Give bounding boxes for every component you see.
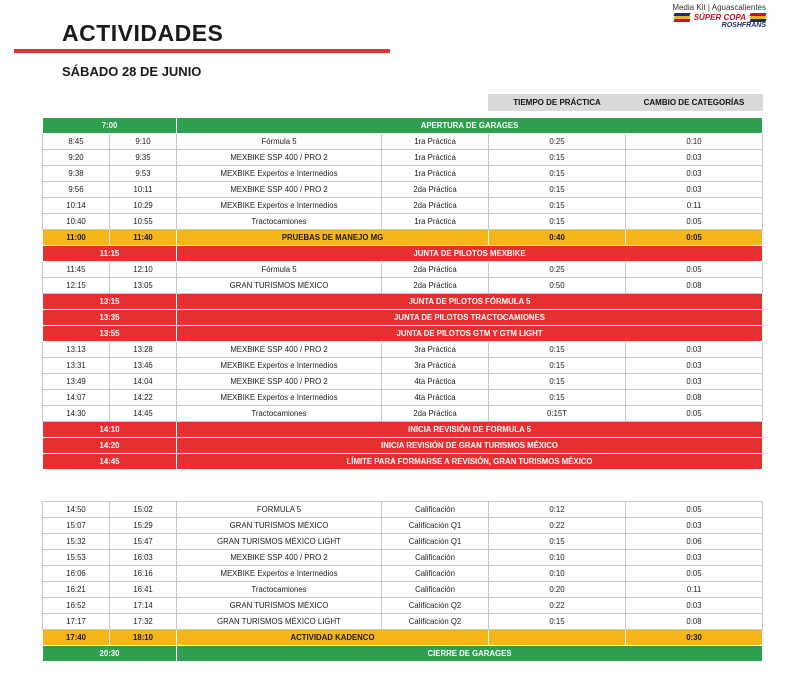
event-time-cell: 14:20	[43, 438, 177, 454]
category-cell: GRAN TURISMOS MÉXICO	[177, 278, 382, 294]
event-time-cell: 13:55	[43, 326, 177, 342]
start-time-cell: 11:45	[43, 262, 110, 278]
end-time-cell: 16:41	[110, 582, 177, 598]
schedule-row	[43, 550, 763, 566]
session-cell: Calificación	[382, 502, 489, 518]
session-cell: 2da Práctica	[382, 406, 489, 422]
highlight-activity-row	[43, 230, 763, 246]
practice-time-cell: 0:15	[489, 358, 626, 374]
start-time-cell: 15:07	[43, 518, 110, 534]
start-time-cell: 16:52	[43, 598, 110, 614]
session-cell: 2da Práctica	[382, 262, 489, 278]
start-time-cell: 15:32	[43, 534, 110, 550]
practice-time-cell: 0:10	[489, 566, 626, 582]
end-time-cell: 10:11	[110, 182, 177, 198]
schedule-row	[43, 390, 763, 406]
category-cell: MEXBIKE Expertos e Intermedios	[177, 358, 382, 374]
end-time-cell: 9:35	[110, 150, 177, 166]
start-time-cell: 17:40	[43, 630, 110, 646]
schedule-row	[43, 262, 763, 278]
schedule-row	[43, 374, 763, 390]
practice-time-cell: 0:20	[489, 582, 626, 598]
flag-stripes-icon	[750, 13, 766, 22]
practice-time-cell: 0:22	[489, 598, 626, 614]
meeting-event-row	[43, 422, 763, 438]
start-time-cell: 14:30	[43, 406, 110, 422]
schedule-row	[43, 566, 763, 582]
session-cell: Calificación Q1	[382, 534, 489, 550]
event-label-cell: JUNTA DE PILOTOS GTM Y GTM LIGHT	[177, 326, 763, 342]
event-label-cell: APERTURA DE GARAGES	[177, 118, 763, 134]
session-cell: 4ta Práctica	[382, 390, 489, 406]
session-cell: 3ra Práctica	[382, 342, 489, 358]
session-cell: 2da Práctica	[382, 182, 489, 198]
start-time-cell: 9:20	[43, 150, 110, 166]
end-time-cell: 15:29	[110, 518, 177, 534]
meeting-event-row	[43, 438, 763, 454]
category-cell: GRAN TURISMOS MÉXICO	[177, 598, 382, 614]
category-change-cell: 0:03	[626, 358, 763, 374]
category-cell: GRAN TURISMOS MÉXICO	[177, 518, 382, 534]
flag-stripes-icon	[674, 13, 690, 22]
practice-time-cell: 0:15	[489, 374, 626, 390]
event-label-cell: INICIA REVISIÓN DE FORMULA 5	[177, 422, 763, 438]
category-change-cell: 0:30	[626, 630, 763, 646]
category-cell: MEXBIKE Expertos e Intermedios	[177, 198, 382, 214]
practice-time-cell: 0:25	[489, 134, 626, 150]
activity-label-cell: PRUEBAS DE MANEJO MG	[177, 230, 489, 246]
media-kit-label: Media Kit | Aguascalientes	[672, 3, 766, 12]
start-time-cell: 12:15	[43, 278, 110, 294]
category-cell: Tractocamiones	[177, 406, 382, 422]
start-time-cell: 15:53	[43, 550, 110, 566]
event-time-cell: 14:45	[43, 454, 177, 470]
schedule-row	[43, 534, 763, 550]
category-change-cell: 0:03	[626, 374, 763, 390]
session-cell: 2da Práctica	[382, 278, 489, 294]
meeting-event-row	[43, 454, 763, 470]
schedule-row	[43, 214, 763, 230]
category-change-cell: 0:05	[626, 406, 763, 422]
session-cell: 2da Práctica	[382, 198, 489, 214]
category-cell: MEXBIKE SSP 400 / PRO 2	[177, 150, 382, 166]
end-time-cell: 15:02	[110, 502, 177, 518]
category-change-cell: 0:05	[626, 230, 763, 246]
session-cell: Calificación	[382, 566, 489, 582]
end-time-cell: 14:04	[110, 374, 177, 390]
schedule-row	[43, 358, 763, 374]
event-time-cell: 13:35	[43, 310, 177, 326]
practice-time-cell: 0:15	[489, 534, 626, 550]
schedule-row	[43, 406, 763, 422]
practice-time-cell: 0:15	[489, 390, 626, 406]
category-change-cell: 0:03	[626, 182, 763, 198]
category-cell: Fórmula 5	[177, 134, 382, 150]
schedule-row	[43, 342, 763, 358]
page-subtitle: SÁBADO 28 DE JUNIO	[62, 64, 202, 79]
event-label-cell: JUNTA DE PILOTOS MEXBIKE	[177, 246, 763, 262]
event-label-cell: JUNTA DE PILOTOS FÓRMULA 5	[177, 294, 763, 310]
start-time-cell: 13:31	[43, 358, 110, 374]
end-time-cell: 13:46	[110, 358, 177, 374]
schedule-row	[43, 278, 763, 294]
session-cell: 3ra Práctica	[382, 358, 489, 374]
meeting-event-row	[43, 246, 763, 262]
garage-event-row	[43, 118, 763, 134]
start-time-cell: 10:40	[43, 214, 110, 230]
event-label-cell: CIERRE DE GARAGES	[177, 646, 763, 662]
session-cell: 1ra Práctica	[382, 166, 489, 182]
event-time-cell: 11:15	[43, 246, 177, 262]
event-time-cell: 14:10	[43, 422, 177, 438]
schedule-row	[43, 166, 763, 182]
practice-time-cell: 0:12	[489, 502, 626, 518]
category-change-cell: 0:03	[626, 166, 763, 182]
start-time-cell: 13:49	[43, 374, 110, 390]
category-cell: MEXBIKE Expertos e Intermedios	[177, 166, 382, 182]
category-cell: MEXBIKE SSP 400 / PRO 2	[177, 342, 382, 358]
practice-time-cell: 0:15	[489, 150, 626, 166]
category-change-cell: 0:03	[626, 342, 763, 358]
schedule-row	[43, 582, 763, 598]
practice-time-cell: 0:15	[489, 614, 626, 630]
category-change-cell: 0:11	[626, 198, 763, 214]
end-time-cell: 15:47	[110, 534, 177, 550]
session-cell: Calificación	[382, 582, 489, 598]
end-time-cell: 17:32	[110, 614, 177, 630]
meeting-event-row	[43, 294, 763, 310]
event-label-cell: JUNTA DE PILOTOS TRACTOCAMIONES	[177, 310, 763, 326]
table-header-row	[43, 95, 763, 111]
practice-time-cell: 0:50	[489, 278, 626, 294]
schedule-table-afternoon	[42, 501, 763, 662]
end-time-cell: 14:45	[110, 406, 177, 422]
category-cell: MEXBIKE SSP 400 / PRO 2	[177, 550, 382, 566]
schedule-row	[43, 198, 763, 214]
end-time-cell: 9:53	[110, 166, 177, 182]
meeting-event-row	[43, 326, 763, 342]
highlight-activity-row	[43, 630, 763, 646]
event-label-cell: INICIA REVISIÓN DE GRAN TURISMOS MÉXICO	[177, 438, 763, 454]
practice-time-cell	[489, 630, 626, 646]
schedule-row	[43, 134, 763, 150]
session-cell: Calificación Q2	[382, 598, 489, 614]
practice-time-cell: 0:15	[489, 182, 626, 198]
activity-label-cell: ACTIVIDAD KADENCO	[177, 630, 489, 646]
super-copa-logo	[672, 13, 766, 22]
category-cell: Fórmula 5	[177, 262, 382, 278]
category-cell: GRAN TURISMOS MÉXICO LIGHT	[177, 614, 382, 630]
page-title: ACTIVIDADES	[62, 20, 224, 46]
category-change-cell: 0:03	[626, 550, 763, 566]
logo-top-text: SÚPER COPA	[693, 13, 746, 22]
start-time-cell: 14:07	[43, 390, 110, 406]
schedule-row	[43, 182, 763, 198]
category-change-cell: 0:11	[626, 582, 763, 598]
practice-time-cell: 0:15	[489, 166, 626, 182]
schedule-row	[43, 598, 763, 614]
category-change-cell: 0:08	[626, 614, 763, 630]
brand-header	[672, 3, 766, 30]
start-time-cell: 16:21	[43, 582, 110, 598]
start-time-cell: 17:17	[43, 614, 110, 630]
end-time-cell: 11:40	[110, 230, 177, 246]
schedule-row	[43, 614, 763, 630]
garage-event-row	[43, 646, 763, 662]
end-time-cell: 17:14	[110, 598, 177, 614]
category-change-cell: 0:03	[626, 150, 763, 166]
logo-bottom-text: ROSHFRANS	[721, 22, 766, 29]
practice-time-cell: 0:15	[489, 198, 626, 214]
end-time-cell: 10:55	[110, 214, 177, 230]
end-time-cell: 13:05	[110, 278, 177, 294]
end-time-cell: 18:10	[110, 630, 177, 646]
start-time-cell: 8:45	[43, 134, 110, 150]
session-cell: Calificación	[382, 550, 489, 566]
start-time-cell: 14:50	[43, 502, 110, 518]
end-time-cell: 13:28	[110, 342, 177, 358]
category-cell: MEXBIKE SSP 400 / PRO 2	[177, 374, 382, 390]
category-change-cell: 0:05	[626, 502, 763, 518]
end-time-cell: 12:10	[110, 262, 177, 278]
category-change-cell: 0:10	[626, 134, 763, 150]
session-cell: 1ra Práctica	[382, 134, 489, 150]
event-time-cell: 7:00	[43, 118, 177, 134]
schedule-table-morning	[42, 94, 763, 470]
category-change-header: CAMBIO DE CATEGORÍAS	[626, 95, 763, 111]
event-label-cell: LÍMITE PARA FORMARSE A REVISIÓN, GRAN TURISMOS MÉXICO	[177, 454, 763, 470]
practice-time-cell: 0:15T	[489, 406, 626, 422]
category-change-cell: 0:06	[626, 534, 763, 550]
practice-time-cell: 0:15	[489, 342, 626, 358]
session-cell: 1ra Práctica	[382, 150, 489, 166]
start-time-cell: 10:14	[43, 198, 110, 214]
schedule-row	[43, 518, 763, 534]
category-cell: FORMULA 5	[177, 502, 382, 518]
meeting-event-row	[43, 310, 763, 326]
start-time-cell: 9:56	[43, 182, 110, 198]
end-time-cell: 16:03	[110, 550, 177, 566]
start-time-cell: 11:00	[43, 230, 110, 246]
end-time-cell: 16:16	[110, 566, 177, 582]
practice-time-cell: 0:22	[489, 518, 626, 534]
event-time-cell: 20:30	[43, 646, 177, 662]
category-cell: MEXBIKE Expertos e Intermedios	[177, 390, 382, 406]
end-time-cell: 14:22	[110, 390, 177, 406]
session-cell: Calificación Q1	[382, 518, 489, 534]
category-change-cell: 0:05	[626, 214, 763, 230]
end-time-cell: 9:10	[110, 134, 177, 150]
end-time-cell: 10:29	[110, 198, 177, 214]
session-cell: 4ta Práctica	[382, 374, 489, 390]
category-change-cell: 0:05	[626, 262, 763, 278]
practice-time-header: TIEMPO DE PRÁCTICA	[489, 95, 626, 111]
title-underline	[14, 49, 390, 53]
start-time-cell: 13:13	[43, 342, 110, 358]
category-change-cell: 0:08	[626, 390, 763, 406]
event-time-cell: 13:15	[43, 294, 177, 310]
schedule-row	[43, 150, 763, 166]
session-cell: Calificación Q2	[382, 614, 489, 630]
session-cell: 1ra Práctica	[382, 214, 489, 230]
category-change-cell: 0:08	[626, 278, 763, 294]
category-cell: GRAN TURISMOS MÉXICO LIGHT	[177, 534, 382, 550]
category-change-cell: 0:03	[626, 598, 763, 614]
practice-time-cell: 0:25	[489, 262, 626, 278]
start-time-cell: 9:38	[43, 166, 110, 182]
practice-time-cell: 0:40	[489, 230, 626, 246]
category-cell: Tractocamiones	[177, 582, 382, 598]
category-cell: MEXBIKE Expertos e Intermedios	[177, 566, 382, 582]
category-cell: Tractocamiones	[177, 214, 382, 230]
practice-time-cell: 0:10	[489, 550, 626, 566]
schedule-row	[43, 502, 763, 518]
category-change-cell: 0:05	[626, 566, 763, 582]
category-change-cell: 0:03	[626, 518, 763, 534]
practice-time-cell: 0:15	[489, 214, 626, 230]
category-cell: MEXBIKE SSP 400 / PRO 2	[177, 182, 382, 198]
start-time-cell: 16:06	[43, 566, 110, 582]
